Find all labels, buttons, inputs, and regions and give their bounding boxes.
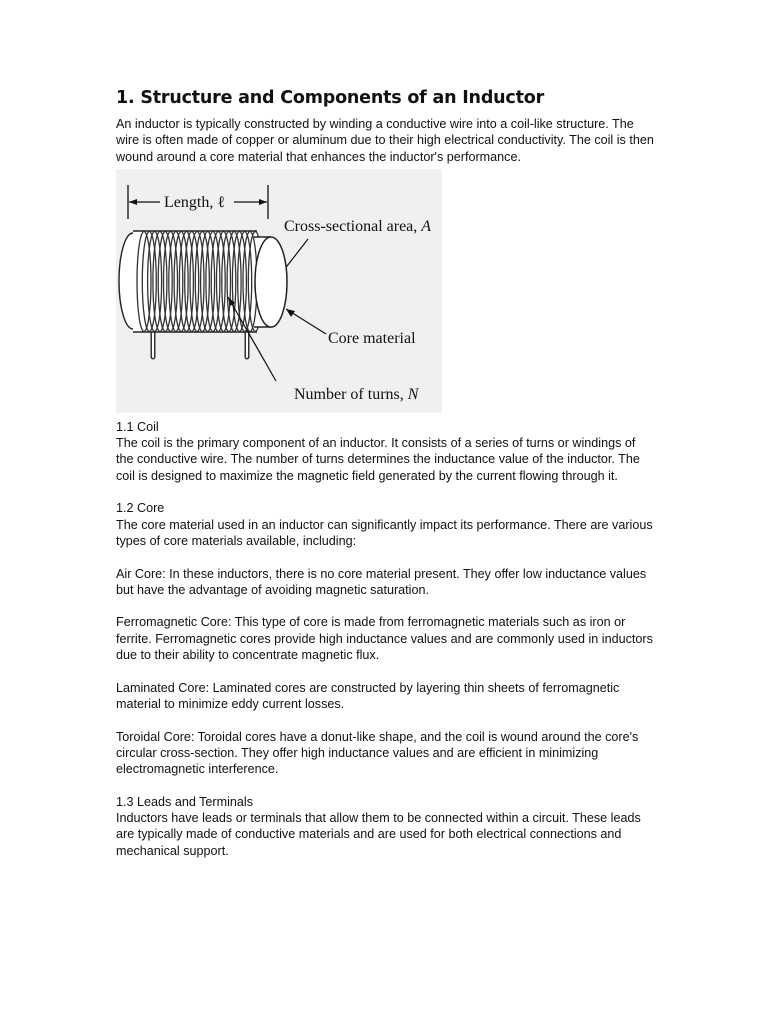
- turns-label: Number of turns, N: [294, 385, 419, 403]
- core-arrowhead: [286, 309, 295, 317]
- coil-body: The coil is the primary component of an inductor. It consists of a series of turns or windings of the conductive wire. The number of turns determines the inductance value of the inductor. The coil is designed to maximize the magnetic field generated by the current flowing through it.: [116, 436, 640, 483]
- core-type-laminated: Laminated Core: Laminated cores are constructed by layering thin sheets of ferromagnetic material to minimize eddy current losses.: [116, 680, 620, 711]
- core-type-toroidal: Toroidal Core: Toroidal cores have a donut-like shape, and the coil is wound around the core's circular cross-section. They offer high inductance values and are efficient in minimizing electromagnetic interference.: [116, 729, 639, 777]
- leads-body: Inductors have leads or terminals that allow them to be connected within a circuit. These leads are typically made of conductive materials and are used for both electrical connections and mechanical support.: [116, 811, 641, 858]
- intro-paragraph: An inductor is typically constructed by winding a conductive wire into a coil-like structure. The wire is often made of copper or aluminum due to their high electrical conductivity. The coil is then wound around a core material that enhances the inductor's performance.: [116, 117, 654, 164]
- length-label: Length, ℓ: [164, 193, 225, 211]
- core-cross-section: [255, 237, 287, 327]
- coil-heading: 1.1 Coil: [116, 419, 159, 434]
- inductor-diagram-svg: [116, 169, 442, 413]
- core-type-ferromagnetic: Ferromagnetic Core: This type of core is made from ferromagnetic materials such as iron or ferrite. Ferromagnetic cores provide high inductance values and are commonly used in inductors due to their ability to concentrate magnetic flux.: [116, 615, 653, 663]
- length-right-arrowhead: [259, 199, 267, 205]
- length-left-arrowhead: [129, 199, 137, 205]
- area-label: Cross-sectional area, A: [284, 217, 432, 235]
- page-title: 1. Structure and Components of an Inductor: [116, 88, 544, 108]
- core-type-air: Air Core: In these inductors, there is no core material present. They offer low inductance values but have the advantage of avoiding magnetic saturation.: [116, 566, 647, 597]
- leads-heading: 1.3 Leads and Terminals: [116, 794, 253, 809]
- inductor-diagram: [116, 169, 442, 413]
- document-content: [116, 88, 656, 859]
- core-body: The core material used in an inductor can significantly impact its performance. There are various types of core materials available, including:: [116, 517, 653, 548]
- core-heading: 1.2 Core: [116, 501, 165, 516]
- core-label: Core material: [328, 329, 416, 347]
